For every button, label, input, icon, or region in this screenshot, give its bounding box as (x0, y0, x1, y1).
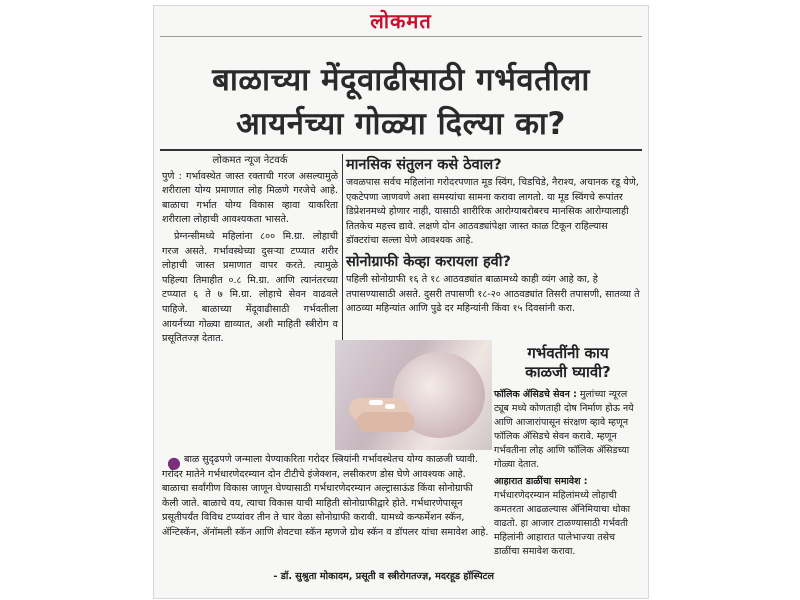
pill-shape (369, 400, 383, 405)
masthead-divider (160, 36, 642, 37)
section-sonography-text: पहिली सोनोग्राफी १६ ते १८ आठवड्यांत बाळामध्ये काही व्यंग आहे का, हे तपासण्यासाठी असते. दुसरी तपासणी १८-२० आठवड्यांत तिसरी तपासणी, सातव्या ते आठव्या महिन्यांत आणि पुढे दर महिन्यांनी किंवा १५ दिवसांनी करा. (346, 273, 640, 315)
care-title (494, 344, 642, 382)
folic-text: मुलांच्या न्यूरल ट्यूब मध्ये कोणताही दोष निर्माण होऊ नये आणि आजारांपासून संरक्षण व्हावे म्हणून फॉलिक ॲसिडचे सेवन करावे. म्हणून गर्भवतीना लोह आणि फॉलिक ॲसिडच्या गोळ्या देतात. (494, 389, 634, 470)
bottom-paragraph: बाळ सुदृढपणे जन्माला येण्याकरिता गरोदर स्त्रियांनी गर्भावस्थेतच योग्य काळजी घ्यावी. गरोदर मातेने गर्भधारणेदरम्यान दोन टीटीचे इंजेक्शन, लसीकरण डोस घेणे आवश्यक आहे. बाळाचा सर्वांगीण विकास जाणून घेण्यासाठी गर्भधारणेदरम्यान अल्ट्रासाऊंड किंवा सोनोग्राफी केली जाते. बाळाचे वय, त्याचा विकास याची माहिती सोनोग्राफीद्वारे होते. गर्भधारणेपासून प्रसूतीपर्यंत विविध टप्प्यांवर तीन ते चार वेळा सोनोग्राफी करावी. यामध्ये कन्फर्मेशन स्कॅन, ॲन्टिस्कॅन, ॲनॉमली स्कॅन आणि शेवटचा स्कॅन म्हणजे ग्रोथ स्कॅन व डॉपलर यांचा समावेश आहे. (162, 454, 489, 538)
hand-shape-lower (357, 412, 415, 432)
pregnant-woman-photo (335, 340, 492, 450)
masthead-logo: लोकमत (370, 9, 432, 33)
intro-paragraph: पुणे : गर्भावस्थेत जास्त रक्ताची गरज असल्यामुळे शरीराला योग्य प्रमाणात लोह मिळणे गरजेचे आहे. बाळाचा गर्भात योग्य विकास व्हावा याकरिता शरीराला लोहाची आवश्यकता भासते. (162, 170, 338, 226)
care-title-line-2: काळजी घ्यावी? (525, 363, 611, 381)
byline: लोकमत न्यूज नेटवर्क (212, 155, 288, 166)
section-sonography-title: सोनोग्राफी केव्हा करायला हवी? (346, 253, 511, 270)
headline-line-1: बाळाच्या मेंदूवाढीसाठी गर्भवतीला (212, 62, 590, 98)
diet-text: गर्भधारणेदरम्यान महिलांमध्ये लोहाची कमतरता आढळल्यास ॲनिमियाचा धोका वाढतो. हा आजार टाळण्यासाठी गर्भवती महिलांनी आहारात पालेभाज्या तसेच डाळींचा समावेश करावा. (494, 490, 631, 557)
folic-label: फॉलिक ॲसिडचे सेवन : (494, 389, 577, 400)
doctor-signature: - डॉ. सुश्रुता मोकादम, प्रसूती व स्त्रीरोगतज्ज्ञ, मदरहूड हॉस्पिटल (273, 571, 494, 582)
diet-paragraph (494, 475, 642, 559)
headline-divider (160, 149, 642, 151)
left-column (162, 154, 338, 349)
care-box (494, 344, 642, 562)
iron-paragraph: प्रेग्नन्सीमध्ये महिलांना ८०० मि.ग्रा. लोहाची गरज असते. गर्भावस्थेच्या दुसऱ्या टप्प्यात शरीर लोहाची जास्त प्रमाणात वापर करते. त्यामुळे पहिल्या तिमाहीत ०.८ मि.ग्रा. आणि त्यानंतरच्या टप्प्यात ६ ते ७ मि.ग्रा. लोहाचे सेवन वाढवले पाहिजे. बाळाच्या मेंदूवाढीसाठी गर्भवतीला आयर्नच्या गोळ्या द्याव्यात, अशी माहिती स्त्रीरोग व प्रसूतितज्ज्ञ देतात. (162, 230, 338, 345)
care-title-line-1: गर्भवतींनी काय (527, 344, 609, 362)
headline-line-2: आयर्नच्या गोळ्या दिल्या का? (236, 106, 566, 142)
diet-label: आहारात डाळींचा समावेश : (494, 476, 588, 487)
section-mental-text: जवळपास सर्वच महिलांना गरोदरपणात मूड स्विंग, चिडचिडे, नैराश्य, अचानक रडू येणे, एकटेपणा जाणवणे अशा समस्यांचा सामना करावा लागतो. या मूड स्विंगचे रूपांतर डिप्रेशनमध्ये होणार नाही, यासाठी शारीरिक आरोग्याबरोबरच मानसिक आरोग्यालाही तितकेच महत्त्व द्यावे. लक्षणे दोन आठवड्यांपेक्षा जास्त काळ टिकून राहिल्यास डॉक्टरांचा सल्ला घेणे आवश्यक आहे. (346, 177, 639, 247)
section-mental-title: मानसिक संतुलन कसे ठेवाल? (346, 157, 502, 173)
quote-drop-icon: ● (167, 453, 181, 472)
right-column-top (346, 156, 640, 321)
pill-shape (385, 404, 395, 409)
bottom-article (162, 453, 490, 540)
newspaper-clipping (153, 5, 649, 599)
folic-paragraph (494, 388, 642, 472)
headline (162, 58, 640, 146)
